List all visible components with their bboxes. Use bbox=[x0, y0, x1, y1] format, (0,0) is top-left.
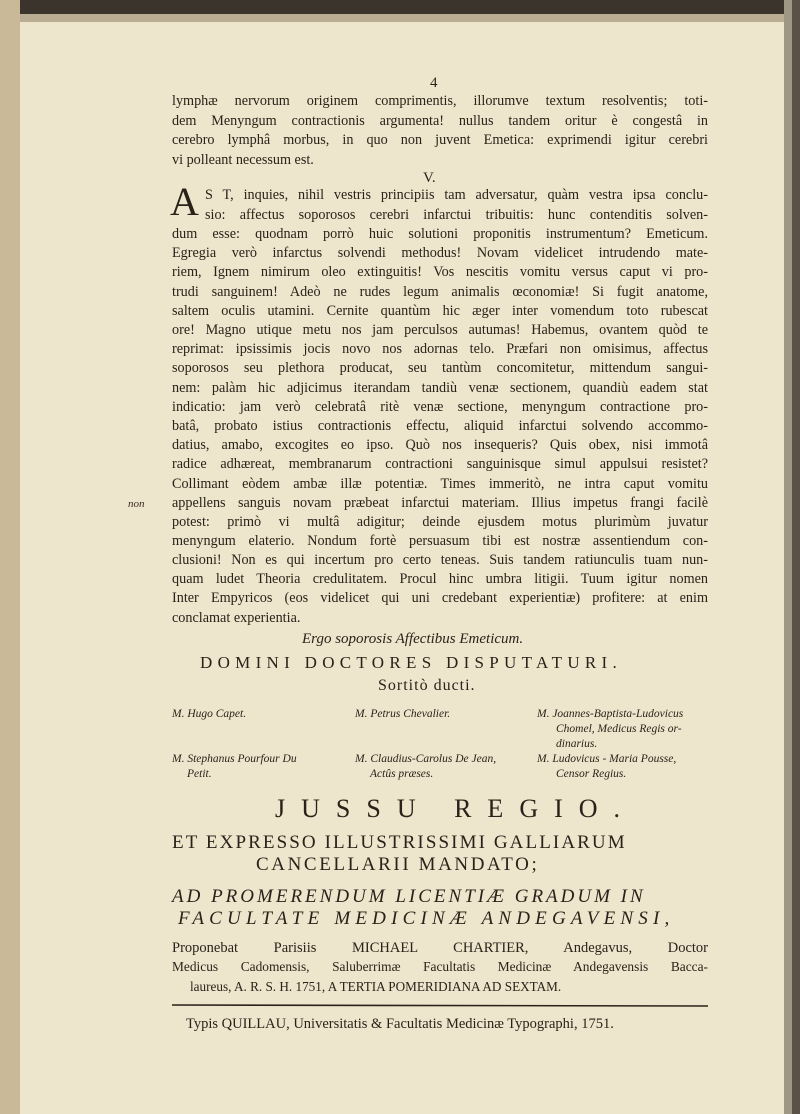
text-line: clusioni! Non es qui incertum pro certo teneas. Suis tandem ratiunculis tuam nun- bbox=[172, 552, 708, 568]
text-line: trudi sanguinem! Adeò ne rudes legum animalis œconomiæ! Si fugit anatome, bbox=[172, 284, 708, 300]
text-line: dem Menyngum contractionis argumenta! nullus tandem oritur è congestâ in bbox=[172, 113, 708, 129]
text-line: potest: primò vi multâ adigitur; deinde ejusdem motus plurimùm juvatur bbox=[172, 514, 708, 530]
promerendum-line-2: FACULTATE MEDICINÆ ANDEGAVENSI, bbox=[178, 908, 675, 929]
disputant-name: M. Ludovicus - Maria Pousse, bbox=[537, 753, 677, 765]
disputant-name: Actûs præses. bbox=[370, 768, 434, 780]
text-line: appellens sanguis novam præbeat infarctui materiam. Illius impetus frangi facilè bbox=[172, 495, 708, 511]
section-number: V. bbox=[423, 170, 436, 186]
disputant-name: M. Joannes-Baptista-Ludovicus bbox=[537, 708, 684, 720]
promerendum-line-1: AD PROMERENDUM LICENTIÆ GRADUM IN bbox=[172, 886, 646, 907]
conclusion: Ergo soporosis Affectibus Emeticum. bbox=[302, 631, 524, 647]
proponebat-line: Medicus Cadomensis, Saluberrimæ Facultatis Medicinæ Andegavensis Bacca- bbox=[172, 959, 708, 974]
disputant-name: M. Claudius-Carolus De Jean, bbox=[355, 753, 497, 765]
text-line: batâ, probato istius contractionis effectu, aliquid infarctui solvendo accommo- bbox=[172, 418, 708, 434]
text-line: menyngum elaterio. Nondum fortè persuasum tibi est nostræ assentiendum con- bbox=[172, 533, 708, 549]
disputant-name: Petit. bbox=[187, 768, 212, 780]
page-number: 4 bbox=[430, 75, 438, 91]
text-line: ore! Magno utique metu nos jam perculsos autumas! Habemus, ovantem quòd te bbox=[172, 322, 708, 338]
text-line: Collimant eòdem ambæ illæ potentiæ. Times immeritò, ne intra caput vomitu bbox=[172, 476, 708, 492]
doctors-heading: DOMINI DOCTORES DISPUTATURI. bbox=[200, 653, 623, 672]
text-line: lymphæ nervorum originem comprimentis, illorumve textum resolventis; toti- bbox=[172, 93, 708, 109]
text-line: reprimat: ipsissimis jocis novo nos adornas telo. Præfari non omisimus, affectus bbox=[172, 341, 708, 357]
disputant-name: Censor Regius. bbox=[556, 768, 627, 780]
drop-cap: A bbox=[170, 179, 199, 224]
text-line: soporosos seu plethora producat, seu tantùm concomitetur, mittendum sangui- bbox=[172, 360, 708, 376]
text-line: saltem oculis utamini. Cernite quantùm hic æger inter vomendum toto rubescat bbox=[172, 303, 708, 319]
disputant-name: dinarius. bbox=[556, 738, 598, 750]
proponebat-line: laureus, A. R. S. H. 1751, A TERTIA POMERIDIANA AD SEXTAM. bbox=[190, 979, 562, 994]
text-line: datius, amabo, excogites eo ipso. Quò nos insequeris? Quis obex, nisi immotâ bbox=[172, 437, 708, 453]
handwritten-margin-note: non bbox=[128, 498, 145, 510]
proponebat-line: Proponebat Parisiis MICHAEL CHARTIER, Andegavus, Doctor bbox=[172, 940, 708, 956]
text-line: cerebro lymphâ morbus, in quo non juvent Emetica: exprimendi igitur cerebri bbox=[172, 132, 708, 148]
text-line: Egregia verò infarctus solvendi methodus! Novam videlicet intrudendo mate- bbox=[172, 245, 708, 261]
text-line: Inter Empyricos (eos videlicet qui uni credebant experientiæ) profitere: at enim bbox=[172, 590, 708, 606]
disputant-name: M. Hugo Capet. bbox=[172, 708, 247, 720]
text-line: vi polleant necessum est. bbox=[172, 152, 314, 168]
text-line: dum esse: quodnam porrò huic solutioni proponitis instrumentum? Emeticum. bbox=[172, 226, 708, 242]
text-line: quam ludet Theoria credulitatem. Procul hinc umbra litigii. Tuum igitur nomen bbox=[172, 571, 708, 587]
disputant-name: M. Stephanus Pourfour Du bbox=[172, 753, 297, 765]
footer-rule bbox=[172, 1003, 732, 1009]
expresso-line-1: ET EXPRESSO ILLUSTRISSIMI GALLIARUM bbox=[172, 832, 627, 853]
text-line: S T, inquies, nihil vestris principiis tam adversatur, quàm vestra ipsa conclu- bbox=[205, 187, 708, 203]
text-line: indicatio: jam verò celebratâ ritè venæ sectione, menyngum contractione pro- bbox=[172, 399, 708, 415]
text-line: radice adhæreat, membranarum contractioni sanguinisque simul appulsui resistet? bbox=[172, 456, 708, 472]
jussu-regio: JUSSU REGIO. bbox=[275, 794, 637, 823]
text-line: nem: palàm hic adjicimus iterandam tandiù venæ sectionem, quandiù eadem stat bbox=[172, 380, 708, 396]
text-line: riem, Ignem nimirum oleo extinguitis! Vos nescitis vomitu versus caput vi pro- bbox=[172, 264, 708, 280]
disputant-name: M. Petrus Chevalier. bbox=[355, 708, 451, 720]
expresso-line-2: CANCELLARII MANDATO; bbox=[256, 854, 540, 875]
printer-footer: Typis QUILLAU, Universitatis & Facultatis Medicinæ Typographi, 1751. bbox=[186, 1016, 614, 1032]
text-line: sio: affectus soporosos cerebri infarctui tribuitis: hunc contenditis solven- bbox=[205, 207, 708, 223]
sortito-heading: Sortitò ducti. bbox=[378, 677, 476, 694]
disputant-name: Chomel, Medicus Regis or- bbox=[556, 723, 682, 735]
text-line: conclamat experientia. bbox=[172, 610, 301, 626]
